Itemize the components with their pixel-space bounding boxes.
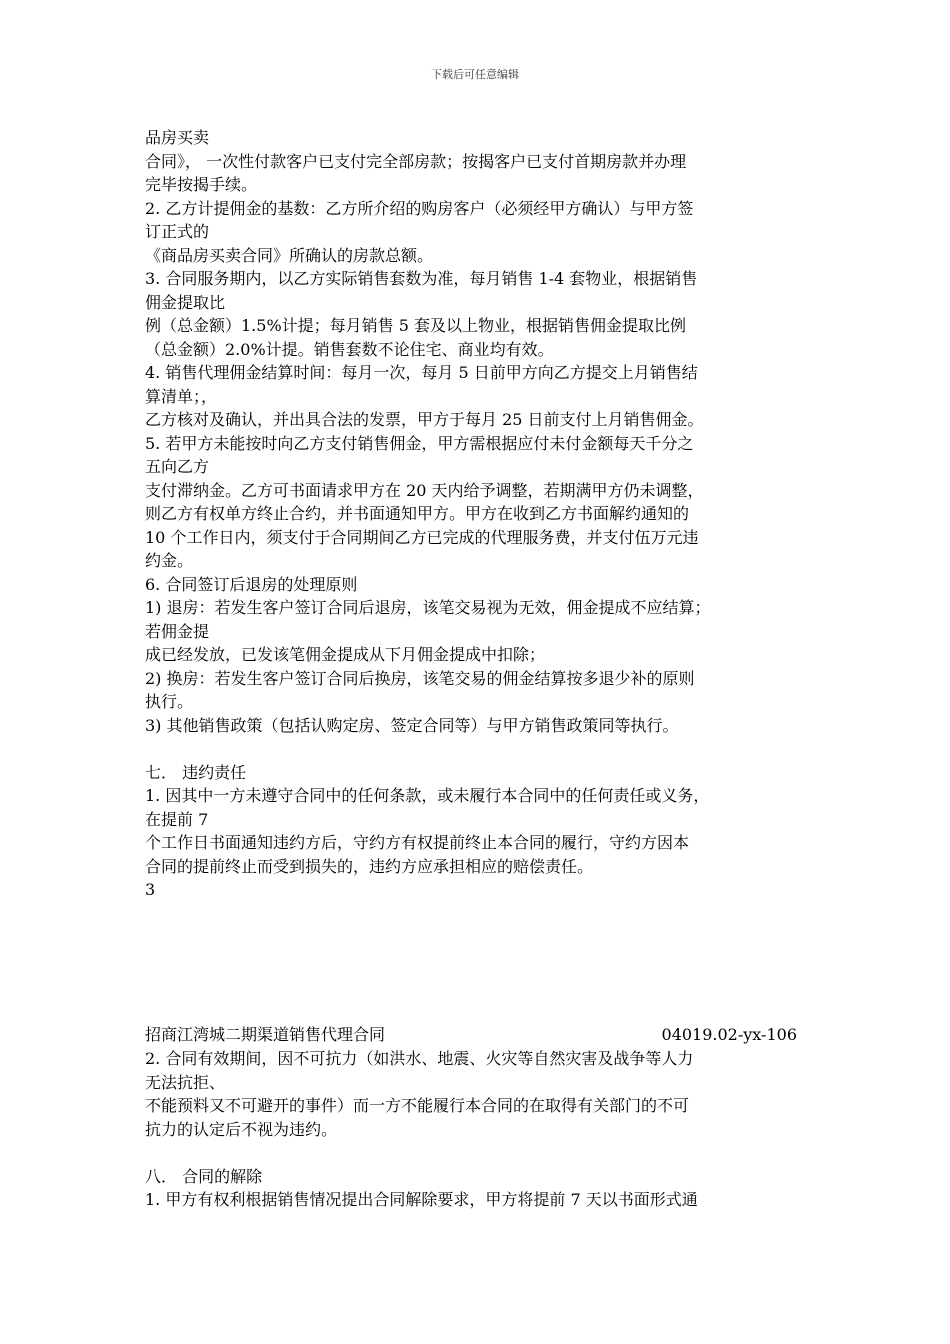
text-line: 无法抗拒、 [145,1072,226,1092]
text-line: 合同的提前终止而受到损失的，违约方应承担相应的赔偿责任。 [145,856,594,876]
header-note: 下载后可任意编辑 [431,68,519,81]
document-body-part-2 [145,1047,813,1212]
text-line: 完毕按揭手续。 [145,175,258,194]
text-line: 乙方核对及确认，并出具合法的发票，甲方于每月 25 日前支付上月销售佣金。 [145,410,704,429]
text-line: 1. 因其中一方未遵守合同中的任何条款，或未履行本合同中的任何责任或义务， [145,786,710,805]
text-line: 品房买卖 [145,128,210,147]
contract-code: 04019.02-yx-106 [661,1025,797,1044]
contract-title: 招商江湾城二期渠道销售代理合同 [145,1025,386,1044]
text-line: 个工作日书面通知违约方后，守约方有权提前终止本合同的履行，守约方因本 [145,833,690,852]
text-line: 3) 其他销售政策（包括认购定房、签定合同等）与甲方销售政策同等执行。 [145,715,679,735]
text-line: 6. 合同签订后退房的处理原则 [145,574,358,594]
text-line: 订正式的 [145,222,210,241]
text-line: 例（总金额）1.5%计提；每月销售 5 套及以上物业，根据销售佣金提取比例 [145,316,687,335]
text-line: 成已经发放，已发该笔佣金提成从下月佣金提成中扣除； [145,645,546,664]
text-line: 2. 乙方计提佣金的基数：乙方所介绍的购房客户（必须经甲方确认）与甲方签 [145,198,694,218]
text-line: 4. 销售代理佣金结算时间：每月一次，每月 5 日前甲方向乙方提交上月销售结 [145,363,698,382]
text-line: （总金额）2.0%计提。销售套数不论住宅、商业均有效。 [145,339,554,359]
text-line: 抗力的认定后不视为违约。 [145,1119,338,1139]
text-line: 1. 甲方有权利根据销售情况提出合同解除要求，甲方将提前 7 天以书面形式通 [145,1190,698,1209]
text-line: 10 个工作日内，须支付于合同期间乙方已完成的代理服务费，并支付伍万元违 [145,527,699,547]
text-line: 支付滞纳金。乙方可书面请求甲方在 20 天内给予调整，若期满甲方仍未调整， [145,480,704,500]
text-line: 七． 违约责任 [145,762,247,782]
text-line: 约金。 [145,551,194,570]
text-line: 1) 退房：若发生客户签订合同后退房，该笔交易视为无效，佣金提成不应结算； [145,598,711,617]
text-line: 五向乙方 [145,457,210,476]
text-line: 3 [145,880,156,899]
text-line: 3. 合同服务期内，以乙方实际销售套数为准，每月销售 1-4 套物业，根据销售 [145,269,698,288]
text-line: 合同》， 一次性付款客户已支付完全部房款；按揭客户已支付首期房款并办理 [145,151,687,171]
text-line: 执行。 [145,692,194,711]
text-line: 在提前 7 [145,809,209,829]
text-line: 不能预料又不可避开的事件）而一方不能履行本合同的在取得有关部门的不可 [145,1096,690,1115]
text-line: 则乙方有权单方终止合约，并书面通知甲方。甲方在收到乙方书面解约通知的 [145,504,690,523]
text-line [145,1141,813,1165]
text-line: 八． 合同的解除 [145,1166,263,1186]
text-line [145,737,813,761]
text-line: 2) 换房：若发生客户签订合同后换房，该笔交易的佣金结算按多退少补的原则 [145,668,695,688]
text-line: 算清单；， [145,386,218,406]
text-line: 5. 若甲方未能按时向乙方支付销售佣金，甲方需根据应付未付金额每天千分之 [145,433,694,453]
text-line: 若佣金提 [145,621,210,641]
text-line: 佣金提取比 [145,292,226,312]
document-body-part-1 [145,126,813,902]
text-line: 2. 合同有效期间，因不可抗力（如洪水、地震、火灾等自然灾害及战争等人力 [145,1049,694,1068]
running-header [145,1023,797,1047]
text-line: 《商品房买卖合同》所确认的房款总额。 [145,245,434,265]
